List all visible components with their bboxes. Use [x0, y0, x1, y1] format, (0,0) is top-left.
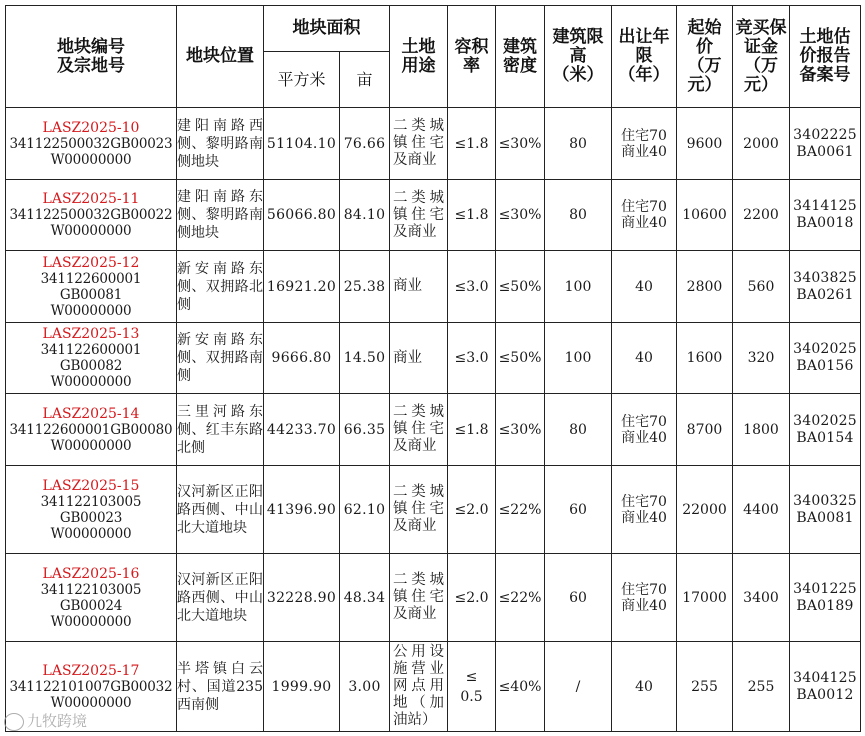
- parcel-id-line: W00000000: [50, 694, 132, 711]
- cell-code: [6, 554, 177, 642]
- parcel-id-line: 341122103005: [40, 581, 142, 598]
- cell-appraisal: [790, 554, 861, 642]
- cell-code: [6, 323, 177, 394]
- header-density: 建筑密度: [496, 6, 545, 108]
- cell-years: [612, 642, 677, 732]
- cell-area-mu: 48.34: [340, 554, 390, 642]
- cell-density: ≤40%: [496, 642, 545, 732]
- appraisal-line: BA0018: [796, 215, 854, 231]
- cell-land-use: [390, 554, 448, 642]
- parcel-id-line: GB00024: [59, 597, 123, 614]
- cell-height: 100: [545, 251, 612, 323]
- cell-area-sqm: 1999.90: [264, 642, 340, 732]
- header-code: 地块编号 及宗地号: [6, 6, 177, 108]
- header-land-use: 土地用途: [390, 6, 448, 108]
- cell-location: [177, 323, 264, 394]
- location-text: 新安南路东侧、双拥路北侧: [177, 260, 263, 313]
- parcel-id-line: W00000000: [50, 437, 132, 454]
- appraisal-line: BA0261: [796, 286, 854, 303]
- cell-years: [612, 394, 677, 466]
- plot-number: LASZ2025-11: [42, 191, 140, 207]
- appraisal-line: 3403825: [793, 269, 857, 286]
- cell-height: 60: [545, 554, 612, 642]
- land-use-text: 商业: [393, 349, 422, 366]
- cell-deposit: 4400: [733, 466, 790, 554]
- parcel-id-line: GB00082: [59, 358, 123, 374]
- cell-area-sqm: 9666.80: [264, 323, 340, 394]
- plot-number: LASZ2025-14: [42, 405, 140, 422]
- plot-number: LASZ2025-16: [42, 565, 140, 582]
- years-line: 住宅70: [621, 199, 667, 215]
- header-appraisal: 土地估价报告备案号: [790, 6, 861, 108]
- appraisal-line: 3402025: [793, 341, 857, 357]
- location-text: 新安南路东侧、双拥路南侧: [177, 332, 263, 384]
- plot-number: LASZ2025-12: [42, 254, 140, 271]
- cell-density: ≤30%: [496, 394, 545, 466]
- land-use-text: 公用设施营业网点用地（加油站）: [393, 644, 444, 728]
- cell-far: ≤3.0: [448, 323, 496, 394]
- cell-start-price: 2800: [677, 251, 733, 323]
- cell-appraisal: [790, 323, 861, 394]
- location-text: 汉河新区正阳路西侧、中山北大道地块: [177, 483, 263, 536]
- cell-years: [612, 251, 677, 323]
- cell-density: ≤30%: [496, 108, 545, 180]
- plot-number: LASZ2025-15: [42, 477, 140, 494]
- watermark: [4, 710, 87, 731]
- cell-land-use: [390, 323, 448, 394]
- years-line: 商业40: [621, 597, 667, 614]
- cell-height: 60: [545, 466, 612, 554]
- cell-area-sqm: 44233.70: [264, 394, 340, 466]
- parcel-id-line: 341122600001: [40, 342, 142, 358]
- cell-height: 100: [545, 323, 612, 394]
- header-years: 出让年限（年）: [612, 6, 677, 108]
- location-text: 三里河路东侧、红丰东路北侧: [177, 403, 263, 456]
- watermark-text: 九牧跨境: [27, 712, 88, 730]
- appraisal-line: BA0061: [796, 143, 854, 160]
- cell-height: /: [545, 642, 612, 732]
- cell-density: ≤50%: [496, 323, 545, 394]
- appraisal-line: 3401225: [793, 580, 857, 597]
- cell-appraisal: [790, 180, 861, 251]
- cell-far: ≤1.8: [448, 180, 496, 251]
- cell-area-mu: 84.10: [340, 180, 390, 251]
- cell-density: ≤50%: [496, 251, 545, 323]
- cell-far: ≤1.8: [448, 108, 496, 180]
- cell-start-price: 9600: [677, 108, 733, 180]
- watermark-logo-icon: [4, 713, 24, 731]
- plot-number: LASZ2025-13: [42, 326, 140, 342]
- cell-years: [612, 466, 677, 554]
- cell-density: ≤22%: [496, 554, 545, 642]
- cell-area-sqm: 41396.90: [264, 466, 340, 554]
- parcel-id-line: GB00081: [59, 286, 123, 303]
- parcel-id-line: W00000000: [50, 525, 132, 542]
- cell-deposit: 2200: [733, 180, 790, 251]
- parcel-id-line: W00000000: [50, 374, 132, 390]
- cell-deposit: 3400: [733, 554, 790, 642]
- cell-area-mu: 76.66: [340, 108, 390, 180]
- cell-appraisal: [790, 251, 861, 323]
- header-area-sqm: 平方米: [264, 52, 340, 108]
- years-line: 住宅70: [621, 413, 667, 430]
- appraisal-line: BA0081: [796, 509, 854, 526]
- cell-location: [177, 394, 264, 466]
- parcel-id-line: W00000000: [50, 223, 132, 239]
- land-use-text: 二类城镇住宅及商业: [393, 189, 444, 240]
- cell-area-mu: 25.38: [340, 251, 390, 323]
- cell-code: [6, 180, 177, 251]
- table-row: [6, 180, 861, 251]
- plot-number: LASZ2025-10: [42, 119, 140, 136]
- years-line: 商业40: [621, 509, 667, 526]
- appraisal-line: 3402025: [793, 412, 857, 429]
- table-row: [6, 394, 861, 466]
- table-row: [6, 554, 861, 642]
- years-line: 商业40: [621, 429, 667, 446]
- parcel-id-line: W00000000: [50, 151, 132, 168]
- header-area: 地块面积: [264, 6, 390, 52]
- years-line: 40: [635, 350, 653, 366]
- header-deposit: 竞买保证金（万元）: [733, 6, 790, 108]
- land-use-text: 二类城镇住宅及商业: [393, 118, 444, 168]
- header-row-1: [6, 6, 861, 52]
- cell-location: [177, 108, 264, 180]
- cell-far: ≤3.0: [448, 251, 496, 323]
- years-line: 40: [635, 678, 653, 695]
- parcel-id-line: 341122500032GB00022: [9, 207, 173, 223]
- cell-code: [6, 251, 177, 323]
- cell-height: 80: [545, 108, 612, 180]
- years-line: 住宅70: [621, 127, 667, 144]
- land-table-sheet: [5, 5, 861, 732]
- appraisal-line: 3404125: [793, 669, 857, 686]
- years-line: 商业40: [621, 215, 667, 231]
- parcel-id-line: W00000000: [50, 302, 132, 319]
- cell-deposit: 560: [733, 251, 790, 323]
- cell-location: [177, 251, 264, 323]
- cell-deposit: 320: [733, 323, 790, 394]
- land-use-text: 二类城镇住宅及商业: [393, 404, 444, 454]
- years-line: 40: [635, 278, 653, 295]
- cell-years: [612, 180, 677, 251]
- appraisal-line: BA0156: [796, 358, 854, 374]
- cell-start-price: 255: [677, 642, 733, 732]
- cell-density: ≤30%: [496, 180, 545, 251]
- plot-number: LASZ2025-17: [42, 662, 140, 679]
- appraisal-line: 3402225: [793, 126, 857, 143]
- location-text: 建阳南路东侧、黎明路南侧地块: [177, 189, 263, 241]
- parcel-id-line: 341122600001: [40, 270, 142, 287]
- appraisal-line: BA0012: [796, 686, 854, 703]
- location-text: 建阳南路西侧、黎明路南侧地块: [177, 117, 263, 170]
- cell-area-mu: 62.10: [340, 466, 390, 554]
- cell-deposit: 255: [733, 642, 790, 732]
- cell-area-sqm: 51104.10: [264, 108, 340, 180]
- cell-start-price: 1600: [677, 323, 733, 394]
- cell-far: ≤2.0: [448, 554, 496, 642]
- table-row: [6, 108, 861, 180]
- cell-code: [6, 394, 177, 466]
- cell-location: [177, 466, 264, 554]
- cell-area-sqm: 16921.20: [264, 251, 340, 323]
- cell-far: ≤1.8: [448, 394, 496, 466]
- parcel-id-line: 341122103005: [40, 493, 142, 510]
- cell-code: [6, 466, 177, 554]
- cell-deposit: 1800: [733, 394, 790, 466]
- cell-years: [612, 554, 677, 642]
- header-location: 地块位置: [177, 6, 264, 108]
- appraisal-line: BA0154: [796, 429, 854, 446]
- cell-height: 80: [545, 394, 612, 466]
- location-text: 汉河新区正阳路西侧、中山北大道地块: [177, 571, 263, 624]
- appraisal-line: BA0189: [796, 597, 854, 614]
- years-line: 商业40: [621, 143, 667, 160]
- years-line: 住宅70: [621, 581, 667, 598]
- cell-land-use: [390, 251, 448, 323]
- cell-land-use: [390, 108, 448, 180]
- land-use-text: 商业: [393, 278, 422, 294]
- cell-density: ≤22%: [496, 466, 545, 554]
- cell-appraisal: [790, 394, 861, 466]
- land-use-text: 二类城镇住宅及商业: [393, 572, 444, 622]
- header-start-price: 起始价（万元）: [677, 6, 733, 108]
- cell-years: [612, 108, 677, 180]
- cell-land-use: [390, 180, 448, 251]
- table-row: [6, 323, 861, 394]
- cell-appraisal: [790, 642, 861, 732]
- cell-deposit: 2000: [733, 108, 790, 180]
- cell-land-use: [390, 394, 448, 466]
- cell-height: 80: [545, 180, 612, 251]
- location-text: 半塔镇白云村、国道235西南侧: [177, 660, 263, 713]
- table-row: [6, 251, 861, 323]
- cell-land-use: [390, 466, 448, 554]
- parcel-id-line: W00000000: [50, 613, 132, 630]
- cell-start-price: 8700: [677, 394, 733, 466]
- cell-far: ≤0.5: [448, 642, 496, 732]
- land-parcel-table: [5, 5, 861, 732]
- cell-location: [177, 554, 264, 642]
- cell-area-mu: 14.50: [340, 323, 390, 394]
- years-line: 住宅70: [621, 493, 667, 510]
- cell-location: [177, 180, 264, 251]
- cell-start-price: 10600: [677, 180, 733, 251]
- parcel-id-line: 341122600001GB00080: [9, 421, 173, 438]
- parcel-id-line: 341122101007GB00032: [9, 678, 173, 695]
- cell-area-sqm: 32228.90: [264, 554, 340, 642]
- header-far: 容积率: [448, 6, 496, 108]
- cell-years: [612, 323, 677, 394]
- cell-far: ≤2.0: [448, 466, 496, 554]
- cell-area-mu: 66.35: [340, 394, 390, 466]
- land-use-text: 二类城镇住宅及商业: [393, 484, 444, 534]
- cell-start-price: 17000: [677, 554, 733, 642]
- parcel-id-line: GB00023: [59, 509, 123, 526]
- appraisal-line: 3400325: [793, 492, 857, 509]
- table-row: [6, 642, 861, 732]
- header-height: 建筑限高（米）: [545, 6, 612, 108]
- cell-appraisal: [790, 466, 861, 554]
- appraisal-line: 3414125: [793, 198, 857, 214]
- cell-code: [6, 108, 177, 180]
- cell-start-price: 22000: [677, 466, 733, 554]
- cell-land-use: [390, 642, 448, 732]
- parcel-id-line: 341122500032GB00023: [9, 135, 173, 152]
- cell-area-mu: 3.00: [340, 642, 390, 732]
- table-row: [6, 466, 861, 554]
- header-area-mu: 亩: [340, 52, 390, 108]
- cell-location: [177, 642, 264, 732]
- cell-appraisal: [790, 108, 861, 180]
- cell-area-sqm: 56066.80: [264, 180, 340, 251]
